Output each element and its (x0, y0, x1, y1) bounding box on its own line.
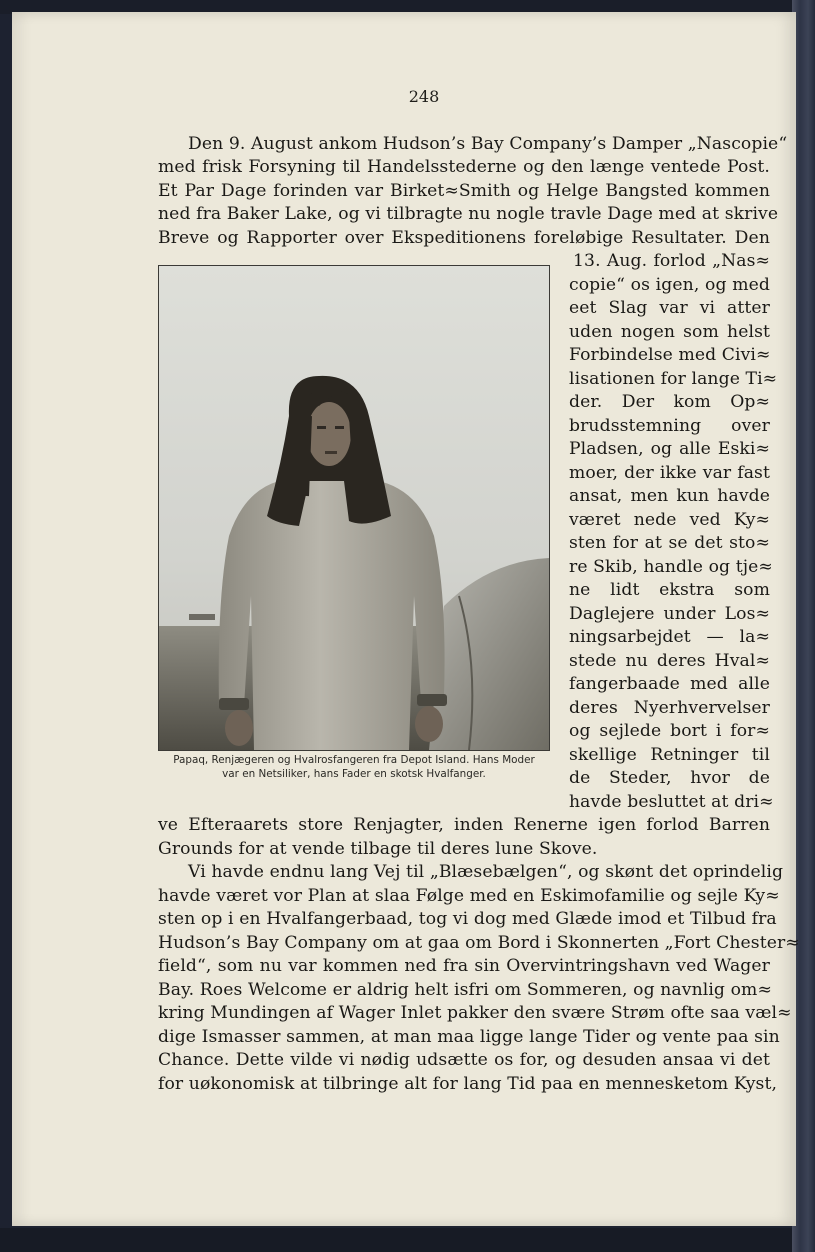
body-line: Pladsen, og alle Eski≈ (569, 439, 770, 459)
page-number: 248 (408, 87, 440, 106)
body-line: havde besluttet at dri≈ (569, 792, 774, 812)
portrait-photograph (158, 265, 550, 751)
body-line: ve Efteraarets store Renjagter, inden Renerne igen forlod Barren (158, 815, 770, 835)
book-page (12, 12, 800, 1226)
body-line: Hudson’s Bay Company om at gaa om Bord i Skonnerten „Fort Chester≈ (158, 933, 800, 953)
body-line: sten for at se det sto≈ (569, 533, 770, 553)
body-line: skellige Retninger til (569, 745, 770, 765)
body-line: for uøkonomisk at tilbringe alt for lang Tid paa en mennesketom Kyst, (158, 1074, 778, 1094)
body-line: dige Ismasser sammen, at man maa ligge lange Tider og vente paa sin (158, 1027, 780, 1047)
body-line: Et Par Dage forinden var Birket≈Smith og Helge Bangsted kommen (158, 181, 770, 201)
body-line: med frisk Forsyning til Handelsstederne og den længe ventede Post. (158, 157, 770, 177)
body-line: de Steder, hvor de (569, 768, 770, 788)
body-line: Daglejere under Los≈ (569, 604, 770, 624)
body-line: ne lidt ekstra som (569, 580, 770, 600)
body-line: field“, som nu var kommen ned fra sin Overvintringshavn ved Wager (158, 956, 770, 976)
body-line: og sejlede bort i for≈ (569, 721, 770, 741)
body-line: sten op i en Hvalfangerbaad, tog vi dog med Glæde imod et Tilbud fra (158, 909, 777, 929)
body-line: lisationen for lange Ti≈ (569, 369, 778, 389)
body-line: været nede ved Ky≈ (569, 510, 770, 530)
body-line: ansat, men kun havde (569, 486, 770, 506)
body-line: ned fra Baker Lake, og vi tilbragte nu nogle travle Dage med at skrive (158, 204, 779, 224)
body-line: fangerbaade med alle (569, 674, 770, 694)
body-line: Forbindelse med Civi≈ (569, 345, 771, 365)
body-line: Bay. Roes Welcome er aldrig helt isfri om Sommeren, og navnlig om≈ (158, 980, 772, 1000)
portrait-illustration (159, 266, 549, 750)
scan-backdrop-bottom (0, 1228, 815, 1252)
body-line: havde været vor Plan at slaa Følge med en Eskimofamilie og sejle Ky≈ (158, 886, 780, 906)
body-line: Chance. Dette vilde vi nødig udsætte os for, og desuden ansaa vi det (158, 1050, 770, 1070)
body-line: copie“ os igen, og med (569, 275, 770, 295)
body-line: Den 9. August ankom Hudson’s Bay Company’s Damper „Nascopie“ (188, 134, 788, 154)
body-line: kring Mundingen af Wager Inlet pakker den svære Strøm ofte saa væl≈ (158, 1003, 792, 1023)
body-line: 13. Aug. forlod „Nas≈ (573, 251, 770, 271)
body-line: Breve og Rapporter over Ekspeditionens foreløbige Resultater. Den (158, 228, 770, 248)
body-line: deres Nyerhvervelser (569, 698, 770, 718)
body-line: der. Der kom Op≈ (569, 392, 770, 412)
photo-caption-line: Papaq, Renjægeren og Hvalrosfangeren fra Depot Island. Hans Moder (173, 754, 535, 766)
body-line: uden nogen som helst (569, 322, 770, 342)
body-line: moer, der ikke var fast (569, 463, 770, 483)
body-line: Grounds for at vende tilbage til deres lune Skove. (158, 839, 598, 859)
body-line: stede nu deres Hval≈ (569, 651, 770, 671)
body-line: brudsstemning over (569, 416, 770, 436)
body-line: ningsarbejdet — la≈ (569, 627, 770, 647)
body-line: Vi havde endnu lang Vej til „Blæsebælgen“, og skønt det oprindelig (188, 862, 784, 882)
body-line: re Skib, handle og tje≈ (569, 557, 773, 577)
body-line: eet Slag var vi atter (569, 298, 770, 318)
photo-caption-line: var en Netsiliker, hans Fader en skotsk Hvalfanger. (222, 768, 486, 780)
